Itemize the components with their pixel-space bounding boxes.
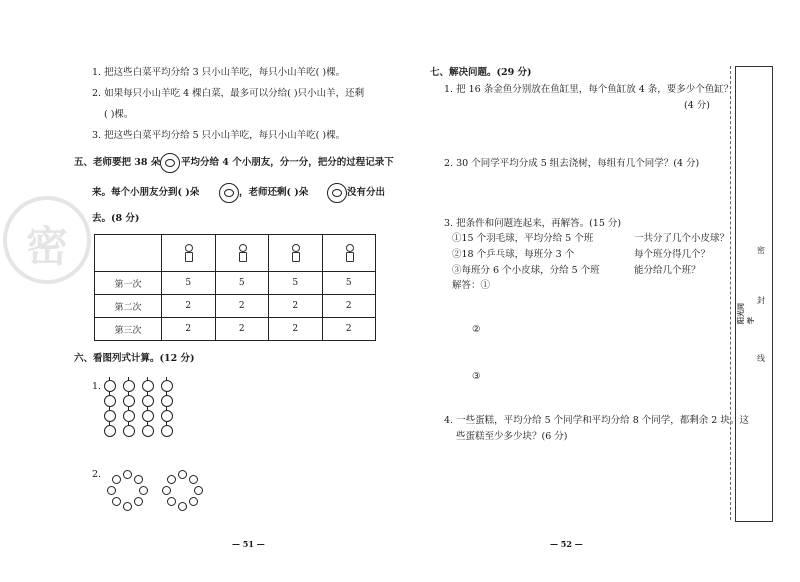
flower-icon <box>219 183 239 203</box>
seal-label-mid: 封 <box>757 296 765 305</box>
apple-icon <box>104 395 116 407</box>
q5-line2c: 没有分出 <box>347 187 386 198</box>
bead-icon <box>123 502 132 511</box>
table-cell: 2 <box>269 318 323 341</box>
apple-icon <box>142 425 154 437</box>
problem-2: 2. 30 个同学平均分成 5 组去浇树，每组有几个同学？(4 分) <box>444 158 700 169</box>
problem-4-line2: 些蛋糕至少多少块？(6 分) <box>456 431 568 442</box>
q4-item-2-cont: ( )棵。 <box>104 109 134 120</box>
apple-icon <box>104 410 116 422</box>
binding-margin <box>735 66 773 522</box>
child-icon <box>322 235 376 272</box>
apple-icon <box>161 395 173 407</box>
bead-icon <box>189 475 198 484</box>
distribution-record-table <box>94 234 376 341</box>
q4-item-3: 3. 把这些白菜平均分给 5 只小山羊吃，每只小山羊吃( )棵。 <box>92 130 346 141</box>
apple-icon <box>161 410 173 422</box>
bead-icon <box>194 486 203 495</box>
answer-label: 解答：① <box>452 280 491 291</box>
bead-icon <box>123 470 132 479</box>
condition-3: ③每班分 6 个小皮球，分给 5 个班 <box>452 265 600 276</box>
bead-icon <box>167 475 176 484</box>
child-icon <box>215 235 269 272</box>
table-cell: 2 <box>162 318 216 341</box>
table-cell: 5 <box>322 272 376 295</box>
table-cell: 2 <box>215 318 269 341</box>
table-cell: 5 <box>269 272 323 295</box>
q6-title: 六、看图列式计算。(12 分) <box>74 353 195 364</box>
apple-icon <box>104 425 116 437</box>
answer-2: ② <box>472 324 481 335</box>
apple-icon <box>142 380 154 392</box>
table-cell: 5 <box>215 272 269 295</box>
bead-icon <box>167 497 176 506</box>
apple-icon <box>123 395 135 407</box>
bead-icon <box>178 470 187 479</box>
bead-icon <box>162 486 171 495</box>
q4-item-2: 2. 如果每只小山羊吃 4 棵白菜，最多可以分给( )只小山羊，还剩 <box>92 88 365 99</box>
table-cell: 2 <box>269 295 323 318</box>
q5-line2a: 来。每个小朋友分到( )朵 <box>92 187 200 198</box>
q5-line1b: 平均分给 4 个小朋友，分一分，把分的过程记录下 <box>181 157 394 168</box>
table-cell: 2 <box>162 295 216 318</box>
apple-icon <box>123 425 135 437</box>
binding-line <box>730 66 732 520</box>
table-cell: 2 <box>215 295 269 318</box>
bead-icon <box>112 475 121 484</box>
condition-1: ①15 个羽毛球，平均分给 5 个班 <box>452 233 594 244</box>
apple-icon <box>161 425 173 437</box>
table-row <box>95 318 376 341</box>
question-3: 能分给几个班？ <box>634 265 701 276</box>
child-icon <box>162 235 216 272</box>
bead-icon <box>134 475 143 484</box>
row-label: 第二次 <box>95 295 162 318</box>
page-number-left: — 51 — <box>232 539 265 549</box>
table-row <box>95 272 376 295</box>
q5-line3: 去。(8 分) <box>92 213 140 224</box>
answer-3: ③ <box>472 371 481 382</box>
bead-icon <box>112 497 121 506</box>
seal-label-top: 密 <box>757 246 765 255</box>
problem-1-score: (4 分) <box>684 100 710 111</box>
bead-icon <box>134 497 143 506</box>
q6-item-1: 1. <box>92 381 102 392</box>
seal-label-bottom: 线 <box>757 354 765 363</box>
bead-icon <box>178 502 187 511</box>
bead-icon <box>107 486 116 495</box>
q5-line1a: 五、老师要把 38 朵 <box>74 157 161 168</box>
question-1: 一共分了几个小皮球？ <box>634 233 730 244</box>
apple-icon <box>123 410 135 422</box>
child-icon <box>269 235 323 272</box>
problem-4-line1: 4. 一些蛋糕，平均分给 5 个同学和平均分给 8 个同学，都剩余 2 块。这 <box>444 415 749 426</box>
row-label: 第一次 <box>95 272 162 295</box>
table-corner <box>95 235 162 272</box>
table-cell: 2 <box>322 295 376 318</box>
apple-icon <box>161 380 173 392</box>
table-row <box>95 295 376 318</box>
q4-item-1: 1. 把这些白菜平均分给 3 只小山羊吃，每只小山羊吃( )棵。 <box>92 67 346 78</box>
bead-icon <box>139 486 148 495</box>
flower-icon <box>327 183 347 203</box>
question-2: 每个班分得几个？ <box>634 249 711 260</box>
q5-line2b: ，老师还剩( )朵 <box>239 187 309 198</box>
apple-icon <box>142 395 154 407</box>
brand-logo: 阳光同学 <box>737 303 755 324</box>
table-cell: 2 <box>322 318 376 341</box>
condition-2: ②18 个乒乓球，每班分 3 个 <box>452 249 575 260</box>
apple-icon <box>104 380 116 392</box>
secret-watermark-stamp: 密 <box>3 196 91 284</box>
q6-item-2: 2. <box>92 469 102 480</box>
row-label: 第三次 <box>95 318 162 341</box>
q7-title: 七、解决问题。(29 分) <box>430 67 532 78</box>
apple-icon <box>123 380 135 392</box>
problem-3: 3. 把条件和问题连起来，再解答。(15 分) <box>444 218 622 229</box>
page-number-right: — 52 — <box>550 539 583 549</box>
flower-icon <box>160 153 180 173</box>
problem-1: 1. 把 16 条金鱼分别放在鱼缸里，每个鱼缸放 4 条，要多少个鱼缸？ <box>444 84 734 95</box>
bead-icon <box>189 497 198 506</box>
table-cell: 5 <box>162 272 216 295</box>
apple-icon <box>142 410 154 422</box>
